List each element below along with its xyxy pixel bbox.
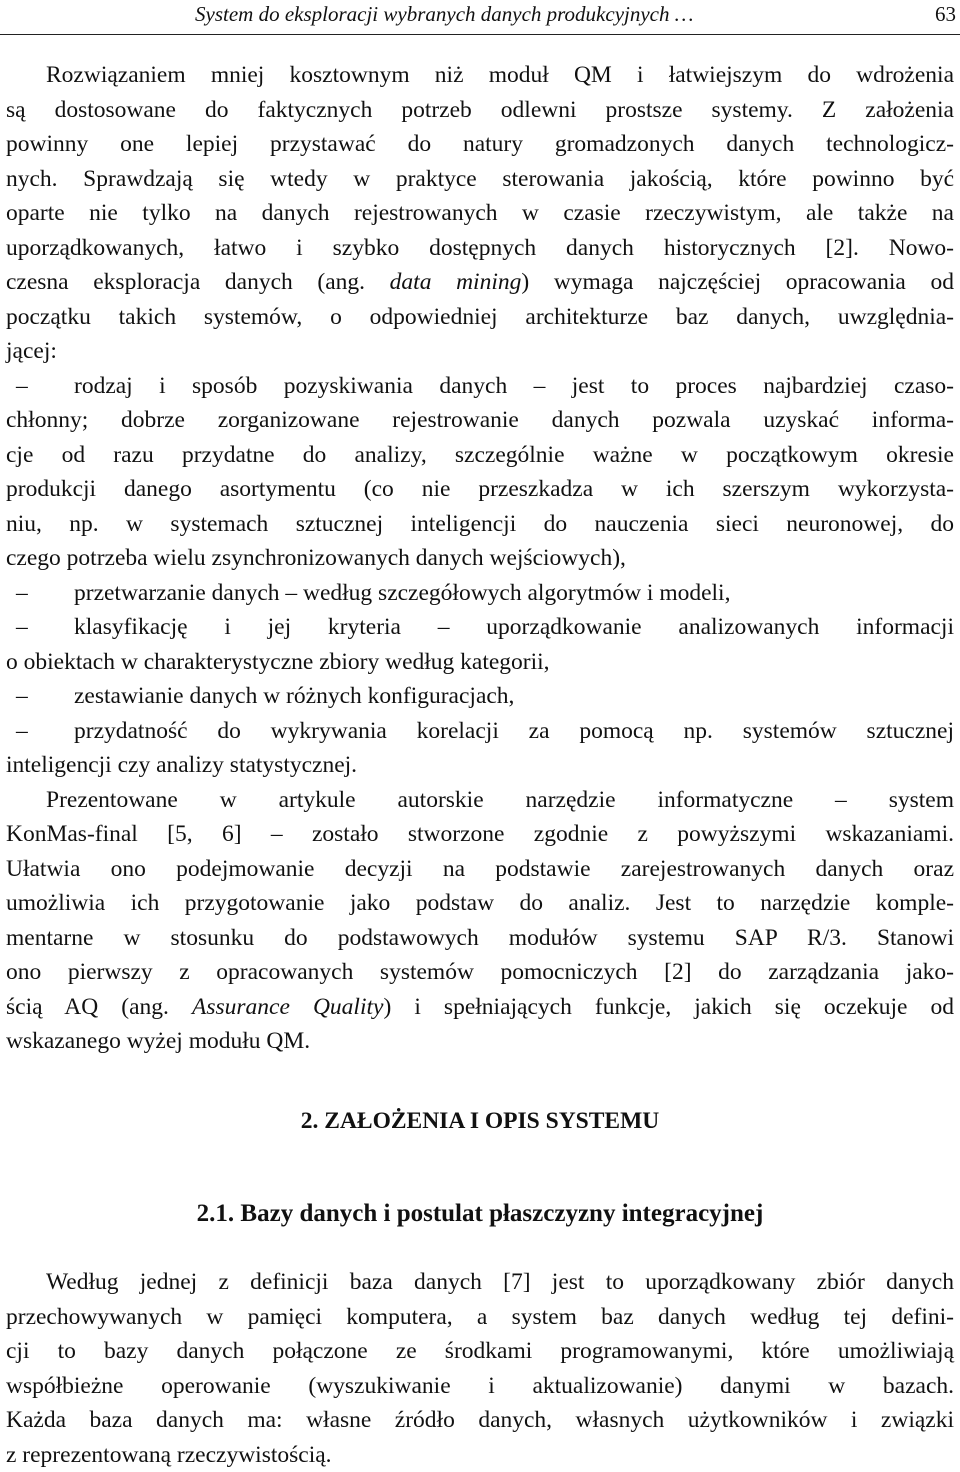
subsection-heading: 2.1. Bazy danych i postulat płaszczyzny integracyjnej [0,1200,960,1228]
text-line: powinny one lepiej przystawać do natury gromadzonych danych technologicz- [6,127,954,162]
text-line: produkcji danego asortymentu (co nie przeszkadza w ich szerszym wykorzysta- [6,472,954,507]
text-line: niu, np. w systemach sztucznej inteligencji do nauczenia sieci neuronowej, do [6,507,954,542]
list-item [6,369,954,404]
body-text-section [6,1265,954,1472]
text-line: czego potrzeba wielu zsynchronizowanych danych wejściowych), [6,541,954,576]
page-number: 63 [935,2,956,27]
text-line: początku takich systemów, o odpowiedniej architekturze baz danych, uwzględnia- [6,300,954,335]
text-line: ono pierwszy z opracowanych systemów pomocniczych [2] do zarządzania jako- [6,955,954,990]
list-item [6,576,954,611]
text-run: ścią AQ (ang. [6,994,192,1020]
text-line: wskazanego wyżej modułu QM. [6,1024,954,1059]
italic-term: data mining [390,269,522,295]
dash-marker: – [6,679,74,714]
dash-marker: – [6,369,74,404]
text-line: Każda baza danych ma: własne źródło danych, własnych użytkowników i związki [6,1403,954,1438]
text-line: jącej: [6,334,954,369]
text-run: klasyfikację i jej kryteria – uporządkowanie analizowanych informacji [74,614,954,640]
dash-marker: – [6,714,74,749]
text-line: przechowywanych w pamięci komputera, a system baz danych według tej defini- [6,1300,954,1335]
text-line: KonMas-final [5, 6] – zostało stworzone zgodnie z powyższymi wskazaniami. [6,817,954,852]
text-line: o obiektach w charakterystyczne zbiory według kategorii, [6,645,954,680]
text-run: zestawianie danych w różnych konfiguracjach, [74,683,514,709]
text-run: ) i spełniających funkcje, jakich się oczekuje od [383,994,954,1020]
italic-term: Assurance Quality [192,994,383,1020]
text-line: cje od razu przydatne do analizy, szczególnie ważne w początkowym okresie [6,438,954,473]
text-line: nych. Sprawdzają się wtedy w praktyce sterowania jakością, które powinno być [6,162,954,197]
text-line: Według jednej z definicji baza danych [7] jest to uporządkowany zbiór danych [6,1265,954,1300]
text-line: uporządkowanych, łatwo i szybko dostępnych danych historycznych [2]. Nowo- [6,231,954,266]
text-run: ) wymaga najczęściej opracowania od [521,269,954,295]
list-item [6,610,954,645]
text-line: mentarne w stosunku do podstawowych modułów systemu SAP R/3. Stanowi [6,921,954,956]
section-heading: 2. ZAŁOŻENIA I OPIS SYSTEMU [0,1108,960,1135]
text-line: Prezentowane w artykule autorskie narzędzie informatyczne – system [6,783,954,818]
body-text [6,58,954,1059]
text-line [6,265,954,300]
text-line: Ułatwia ono podejmowanie decyzji na podstawie zarejestrowanych danych oraz [6,852,954,887]
dash-marker: – [6,610,74,645]
text-line: inteligencji czy analizy statystycznej. [6,748,954,783]
dash-marker: – [6,576,74,611]
text-run: czesna eksploracja danych (ang. [6,269,390,295]
text-line: są dostosowane do faktycznych potrzeb odlewni prostsze systemy. Z założenia [6,93,954,128]
text-run: przetwarzanie danych – według szczegółowych algorytmów i modeli, [74,580,730,606]
text-run: rodzaj i sposób pozyskiwania danych – jest to proces najbardziej czaso- [74,373,954,399]
text-line [6,990,954,1025]
text-line: z reprezentowaną rzeczywistością. [6,1438,954,1472]
page-header [0,0,960,35]
list-item [6,679,954,714]
list-item [6,714,954,749]
text-line: cji to bazy danych połączone ze środkami programowanymi, które umożliwiają [6,1334,954,1369]
text-line: oparte nie tylko na danych rejestrowanych w czasie rzeczywistym, ale także na [6,196,954,231]
text-line: współbieżne operowanie (wyszukiwanie i aktualizowanie) danymi w bazach. [6,1369,954,1404]
text-line: umożliwia ich przygotowanie jako podstaw do analiz. Jest to narzędzie komple- [6,886,954,921]
running-title: System do eksploracji wybranych danych produkcyjnych … [195,2,693,27]
text-line: Rozwiązaniem mniej kosztownym niż moduł QM i łatwiejszym do wdrożenia [6,58,954,93]
text-run: przydatność do wykrywania korelacji za pomocą np. systemów sztucznej [74,718,954,744]
text-line: chłonny; dobrze zorganizowane rejestrowanie danych pozwala uzyskać informa- [6,403,954,438]
